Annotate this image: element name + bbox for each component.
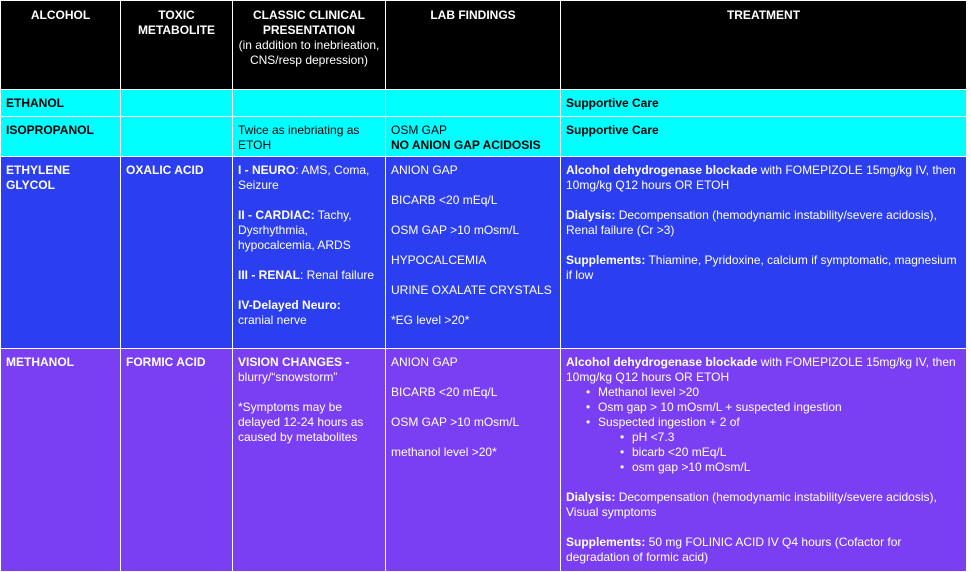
eg-pres-cardiac-text: Tachy, Dysrhythmia, hypocalcemia, ARDS [238, 208, 352, 252]
methanol-presentation [233, 349, 386, 572]
me-lab-item: OSM GAP >10 mOsm/L [391, 415, 520, 429]
isopropanol-lab [386, 117, 561, 157]
ethylene-glycol-name: ETHYLENE GLYCOL [1, 157, 121, 349]
eg-tx-blockade [566, 163, 961, 193]
header-lab-findings: LAB FINDINGS [386, 1, 561, 90]
eg-tx-supplements-text: Thiamine, Pyridoxine, calcium if symptomatic, magnesium if low [566, 253, 957, 282]
row-methanol [1, 349, 967, 572]
header-toxic-metabolite: TOXIC METABOLITE [121, 1, 233, 90]
ethanol-lab [386, 90, 561, 117]
list-item: • bicarb <20 mEq/L [632, 445, 961, 460]
eg-pres-neuro-label: I - NEURO [238, 163, 296, 177]
list-item: • pH <7.3 [632, 430, 961, 445]
eg-pres-renal-text: : Renal failure [300, 268, 375, 282]
me-tx-blockade-text: with FOMEPIZOLE 15mg/kg IV, then 10mg/kg Q12 hours OR ETOH [566, 355, 956, 384]
me-pres-vision-label: VISION CHANGES - [238, 355, 350, 369]
isopropanol-lab-no-anion-gap: NO ANION GAP ACIDOSIS [391, 138, 541, 152]
list-item [598, 415, 961, 475]
eg-lab-item: OSM GAP >10 mOsm/L [391, 223, 520, 237]
isopropanol-presentation: Twice as inebriating as ETOH [233, 117, 386, 157]
ethylene-glycol-metabolite: OXALIC ACID [121, 157, 233, 349]
me-tx-blockade [566, 355, 961, 475]
ethylene-glycol-labs [386, 157, 561, 349]
me-tx-supplements [566, 535, 961, 565]
ethanol-presentation [233, 90, 386, 117]
ethanol-treatment: Supportive Care [561, 90, 967, 117]
isopropanol-metabolite [121, 117, 233, 157]
methanol-labs [386, 349, 561, 572]
eg-pres-delayed-neuro [238, 298, 380, 328]
me-lab-item: BICARB <20 mEq/L [391, 385, 498, 399]
ethylene-glycol-presentation [233, 157, 386, 349]
me-tx-dialysis [566, 490, 961, 520]
eg-pres-cardiac-label: II - CARDIAC: [238, 208, 315, 222]
me-pres-delay-note: *Symptoms may be delayed 12-24 hours as caused by metabolites [238, 400, 364, 444]
eg-tx-dialysis [566, 208, 961, 238]
header-alcohol: ALCOHOL [1, 1, 121, 90]
me-lab-item: methanol level >20* [391, 445, 497, 459]
eg-pres-renal [238, 268, 380, 283]
list-item: • Osm gap > 10 mOsm/L + suspected ingestion [598, 400, 961, 415]
list-item: • Methanol level >20 [598, 385, 961, 400]
me-tx-dialysis-text: Decompensation (hemodynamic instability/severe acidosis), Visual symptoms [566, 490, 937, 519]
me-pres-vision [238, 355, 380, 385]
eg-pres-delayed-neuro-label: IV-Delayed Neuro: [238, 298, 341, 312]
me-tx-supplements-label: Supplements: [566, 535, 646, 549]
eg-pres-renal-label: III - RENAL [238, 268, 300, 282]
eg-lab-item: ANION GAP [391, 163, 458, 177]
isopropanol-name: ISOPROPANOL [1, 117, 121, 157]
me-tx-blockade-label: Alcohol dehydrogenase blockade [566, 355, 758, 369]
me-lab-item: ANION GAP [391, 355, 458, 369]
me-tx-sub-criteria-list [598, 430, 961, 475]
ethanol-name: ETHANOL [1, 90, 121, 117]
isopropanol-treatment: Supportive Care [561, 117, 967, 157]
header-clinical-presentation [233, 1, 386, 90]
methanol-metabolite: FORMIC ACID [121, 349, 233, 572]
eg-tx-dialysis-label: Dialysis: [566, 208, 616, 222]
ethylene-glycol-treatment [561, 157, 967, 349]
eg-lab-item: BICARB <20 mEq/L [391, 193, 498, 207]
eg-pres-neuro [238, 163, 380, 193]
eg-pres-cardiac [238, 208, 380, 253]
row-ethanol [1, 90, 967, 117]
eg-pres-neuro-text: : AMS, Coma, Seizure [238, 163, 370, 192]
me-tx-supplements-text: 50 mg FOLINIC ACID IV Q4 hours (Cofactor for degradation of formic acid) [566, 535, 902, 564]
header-presentation-subtitle: (in addition to inebrieation, CNS/resp depression) [238, 38, 380, 67]
list-item: • osm gap >10 mOsm/L [632, 460, 961, 475]
me-pres-vision-text: blurry/“snowstorm” [238, 370, 338, 384]
me-tx-criteria-list [566, 385, 961, 475]
me-tx-criteria-suspected: Suspected ingestion + 2 of [598, 415, 740, 429]
eg-lab-item: *EG level >20* [391, 313, 470, 327]
eg-tx-blockade-label: Alcohol dehydrogenase blockade [566, 163, 758, 177]
eg-lab-item: HYPOCALCEMIA [391, 253, 487, 267]
eg-lab-item: URINE OXALATE CRYSTALS [391, 283, 552, 297]
isopropanol-lab-osm-gap: OSM GAP [391, 123, 448, 137]
header-presentation-title: CLASSIC CLINICAL PRESENTATION [253, 8, 365, 37]
eg-tx-blockade-text: with FOMEPIZOLE 15mg/kg IV, then 10mg/kg Q12 hours OR ETOH [566, 163, 956, 192]
eg-tx-supplements [566, 253, 961, 283]
me-tx-dialysis-label: Dialysis: [566, 490, 616, 504]
row-isopropanol [1, 117, 967, 157]
row-ethylene-glycol [1, 157, 967, 349]
eg-pres-delayed-neuro-text: cranial nerve [238, 313, 307, 327]
ethanol-metabolite [121, 90, 233, 117]
header-treatment: TREATMENT [561, 1, 967, 90]
eg-tx-supplements-label: Supplements: [566, 253, 646, 267]
methanol-treatment [561, 349, 967, 572]
methanol-name: METHANOL [1, 349, 121, 572]
eg-tx-dialysis-text: Decompensation (hemodynamic instability/severe acidosis), Renal failure (Cr >3) [566, 208, 937, 237]
header-row [1, 1, 967, 90]
